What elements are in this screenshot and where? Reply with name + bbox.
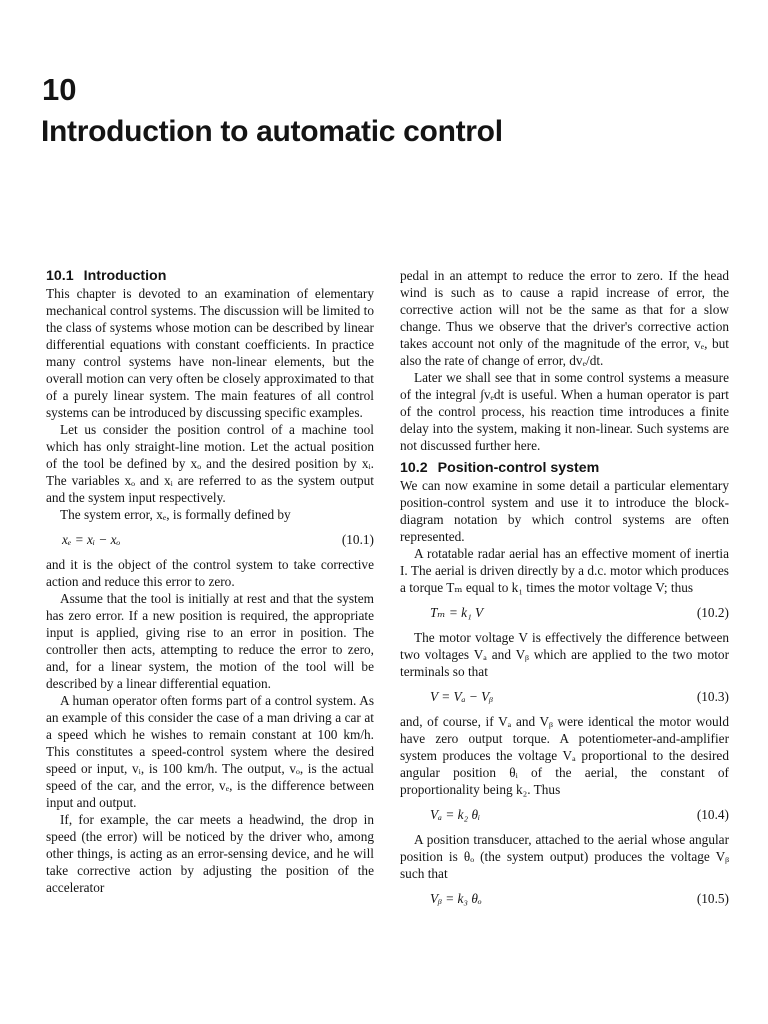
section-title: Introduction bbox=[83, 268, 167, 284]
section-heading-introduction bbox=[46, 267, 374, 285]
left-column bbox=[46, 267, 374, 896]
equation bbox=[400, 688, 729, 705]
equation-expression: Tₘ = k₁ V bbox=[430, 605, 484, 620]
equation-number: (10.3) bbox=[696, 689, 729, 704]
section-number: 10.2 bbox=[400, 460, 428, 476]
paragraph: If, for example, the car meets a headwind, the drop in speed (the error) will be noticed by the driver who, among other things, is acting as an error-sensing device, and he will take corrective action by adjusting the position of the accelerator bbox=[46, 812, 374, 895]
section-number: 10.1 bbox=[46, 268, 74, 284]
paragraph: We can now examine in some detail a particular elementary position-control system and use it to introduce the block-diagram notation by which control systems are often represented. bbox=[400, 478, 729, 544]
equation bbox=[46, 531, 374, 548]
section-heading-position-control bbox=[400, 459, 729, 477]
paragraph: Assume that the tool is initially at rest and that the system has zero error. If a new position is required, the appropriate input is applied, giving rise to an error in position. The controller then acts, attempting to reduce the error to zero, and, for a linear system, the motion of the tool will be described by a linear differential equation. bbox=[46, 591, 374, 691]
equation-expression: V = Vₐ − Vᵦ bbox=[430, 689, 494, 704]
paragraph: Let us consider the position control of a machine tool which has only straight-line motion. Let the actual position of the tool be defined by xₒ and the desired position by xᵢ. The variables xₒ and xᵢ are referred to as the system output and the system input respectively. bbox=[46, 422, 374, 505]
chapter-title: Introduction to automatic control bbox=[41, 115, 503, 148]
equation-number: (10.1) bbox=[341, 532, 374, 547]
paragraph: Later we shall see that in some control systems a measure of the integral ∫vₑdt is useful. When a human operator is part of the control process, his reaction time introduces a finite delay into the system, making it non-linear. Such systems are not discussed further here. bbox=[400, 370, 729, 453]
right-column bbox=[400, 267, 729, 915]
paragraph: The motor voltage V is effectively the difference between two voltages Vₐ and Vᵦ which are applied to the two motor terminals so that bbox=[400, 630, 729, 679]
paragraph: and it is the object of the control system to take corrective action and reduce this error to zero. bbox=[46, 557, 374, 589]
equation-expression: Vₐ = k₂ θᵢ bbox=[430, 807, 481, 822]
paragraph: pedal in an attempt to reduce the error to zero. If the head wind is such as to cause a rapid increase of error, the corrective action will not be the same as that for a slow change. Thus we observe that the driver's corrective action takes account not only of the magnitude of the error, vₑ, but also the rate of change of error, dvₑ/dt. bbox=[400, 268, 729, 368]
equation-expression: Vᵦ = k₃ θₒ bbox=[430, 891, 482, 906]
paragraph: The system error, xₑ, is formally defined by bbox=[60, 507, 291, 522]
equation bbox=[400, 890, 729, 907]
paragraph: A rotatable radar aerial has an effective moment of inertia I. The aerial is driven directly by a d.c. motor which produces a torque Tₘ equal to k₁ times the motor voltage V; thus bbox=[400, 546, 729, 595]
equation-number: (10.4) bbox=[696, 807, 729, 822]
paragraph: A position transducer, attached to the aerial whose angular position is θₒ (the system output) produces the voltage Vᵦ such that bbox=[400, 832, 729, 881]
equation-expression: xₑ = xᵢ − xₒ bbox=[62, 532, 121, 547]
paragraph: and, of course, if Vₐ and Vᵦ were identical the motor would have zero output torque. A potentiometer-and-amplifier system produces the voltage Vₐ proportional to the desired angular position θᵢ of the aerial, the constant of proportionality being k₂. Thus bbox=[400, 714, 729, 797]
equation-number: (10.2) bbox=[696, 605, 729, 620]
equation bbox=[400, 604, 729, 621]
paragraph: A human operator often forms part of a control system. As an example of this consider the case of a man driving a car at a speed which he wishes to remain constant at 100 km/h. This constitutes a speed-control system where the desired speed or input, vᵢ, is 100 km/h. The output, vₒ, is the actual speed of the car, and the error, vₑ, is the difference between input and output. bbox=[46, 693, 374, 810]
equation-number: (10.5) bbox=[696, 891, 729, 906]
equation bbox=[400, 806, 729, 823]
section-title: Position-control system bbox=[437, 460, 600, 476]
paragraph: This chapter is devoted to an examination of elementary mechanical control systems. The discussion will be limited to the class of systems whose motion can be described by linear differential equations with constant coefficients. In practice many control systems have non-linear elements, but the overall motion can very often be closely approximated to that of a purely linear system. The main features of all control systems can be introduced by discussing specific examples. bbox=[46, 286, 374, 420]
chapter-number: 10 bbox=[42, 72, 77, 107]
